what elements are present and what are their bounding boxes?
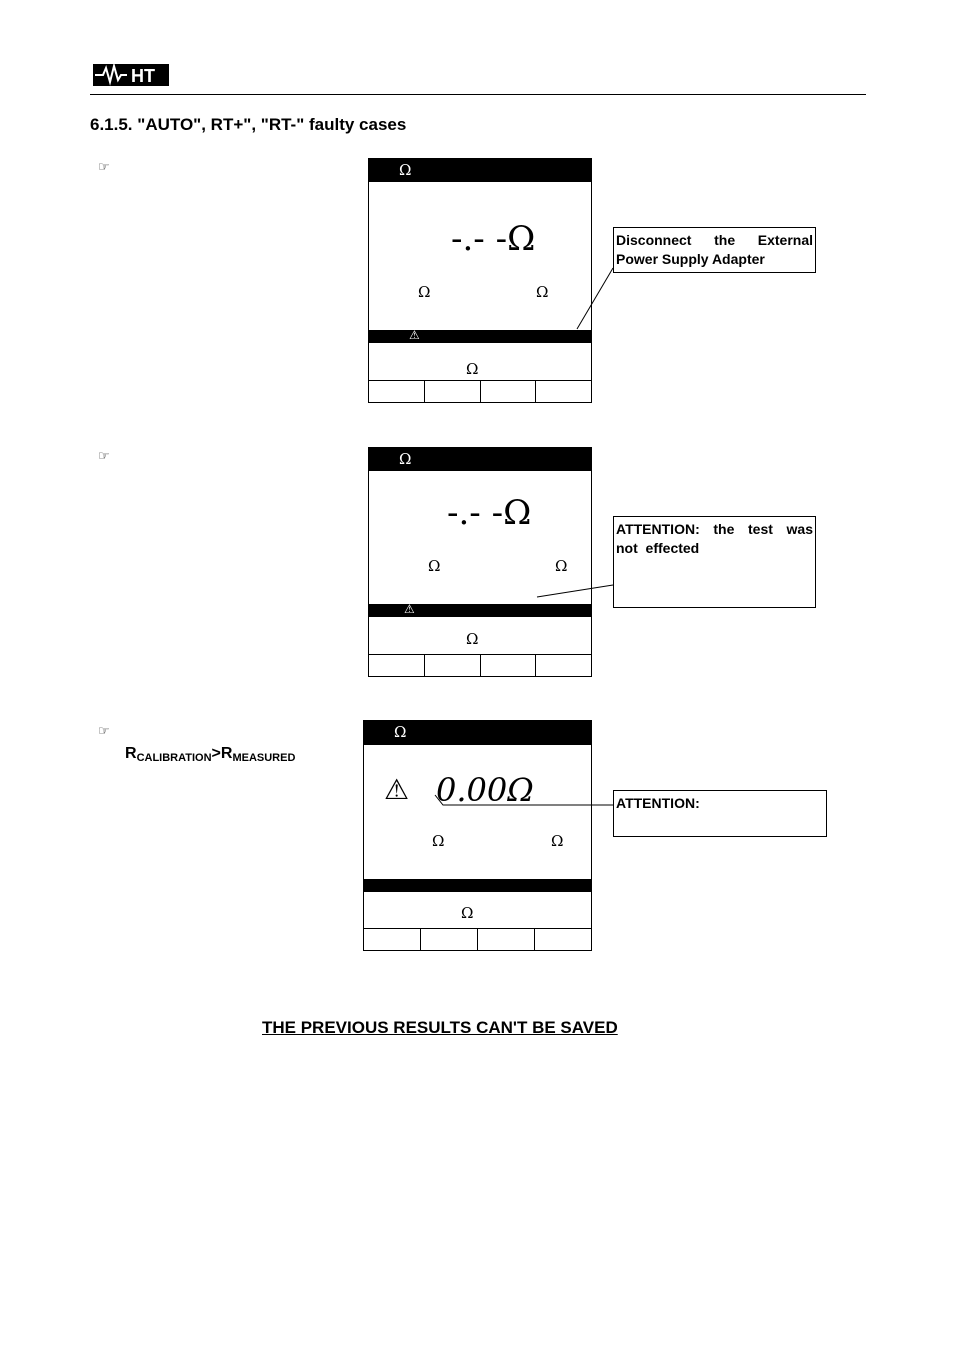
- omega-icon: Ω: [466, 360, 479, 378]
- instrument-screen-2: [368, 447, 592, 677]
- hand-pointer-icon: ☞: [98, 724, 110, 739]
- warning-icon: ⚠: [404, 602, 415, 616]
- softkey: [481, 655, 537, 676]
- omega-icon: Ω: [536, 283, 549, 301]
- screen-top-bar: [369, 159, 591, 182]
- svg-text:HT: HT: [131, 66, 155, 86]
- omega-icon: Ω: [428, 557, 441, 575]
- section-title: 6.1.5. "AUTO", RT+", "RT-" faulty cases: [90, 115, 407, 134]
- measurement-reading: 0.00Ω: [436, 771, 534, 809]
- softkey: [478, 929, 535, 950]
- hand-pointer-icon: ☞: [98, 449, 110, 464]
- header-rule: [90, 94, 866, 95]
- callout-test-not-effected: [613, 516, 816, 608]
- softkey: [536, 655, 591, 676]
- callout-text: Disconnect the External: [616, 232, 813, 248]
- softkey: [481, 381, 537, 402]
- omega-icon: Ω: [394, 723, 407, 741]
- softkey: [421, 929, 478, 950]
- omega-icon: Ω: [551, 832, 564, 850]
- instrument-screen-1: [368, 158, 592, 403]
- measurement-reading: -.- -Ω: [447, 493, 532, 533]
- softkey-row: [364, 928, 591, 950]
- screen-top-bar: [369, 448, 591, 471]
- callout-attention: [613, 790, 827, 837]
- screen-top-bar: [364, 721, 591, 745]
- softkey-row: [369, 654, 591, 676]
- callout-text: ATTENTION: the test was: [616, 521, 813, 537]
- callout-text: Power Supply Adapter: [616, 251, 765, 267]
- omega-icon: Ω: [399, 450, 412, 468]
- results-not-saved-note: THE PREVIOUS RESULTS CAN'T BE SAVED: [262, 1018, 618, 1037]
- omega-icon: Ω: [432, 832, 445, 850]
- softkey: [369, 655, 425, 676]
- rcal-condition: $R_{CALIBRATION}>R_{MEASURED}$: [125, 745, 296, 764]
- hand-pointer-icon: ☞: [98, 160, 110, 175]
- softkey: [425, 655, 481, 676]
- measurement-reading: -.- -Ω: [451, 219, 536, 259]
- omega-icon: Ω: [466, 630, 479, 648]
- omega-icon: Ω: [461, 904, 474, 922]
- softkey: [535, 929, 591, 950]
- softkey: [536, 381, 591, 402]
- softkey-row: [369, 380, 591, 402]
- callout-text: ATTENTION:: [616, 795, 700, 811]
- warning-icon: ⚠: [384, 773, 410, 806]
- softkey: [369, 381, 425, 402]
- screen-status-bar: [369, 330, 591, 343]
- warning-icon: ⚠: [409, 328, 420, 342]
- callout-text: not effected: [616, 540, 700, 556]
- screen-status-bar: [369, 604, 591, 617]
- softkey: [364, 929, 421, 950]
- callout-disconnect-adapter: [613, 227, 816, 273]
- instrument-screen-3: [363, 720, 592, 951]
- omega-icon: Ω: [399, 161, 412, 179]
- softkey: [425, 381, 481, 402]
- ht-logo: [93, 62, 171, 88]
- omega-icon: Ω: [555, 557, 568, 575]
- screen-status-bar: [364, 879, 591, 892]
- omega-icon: Ω: [418, 283, 431, 301]
